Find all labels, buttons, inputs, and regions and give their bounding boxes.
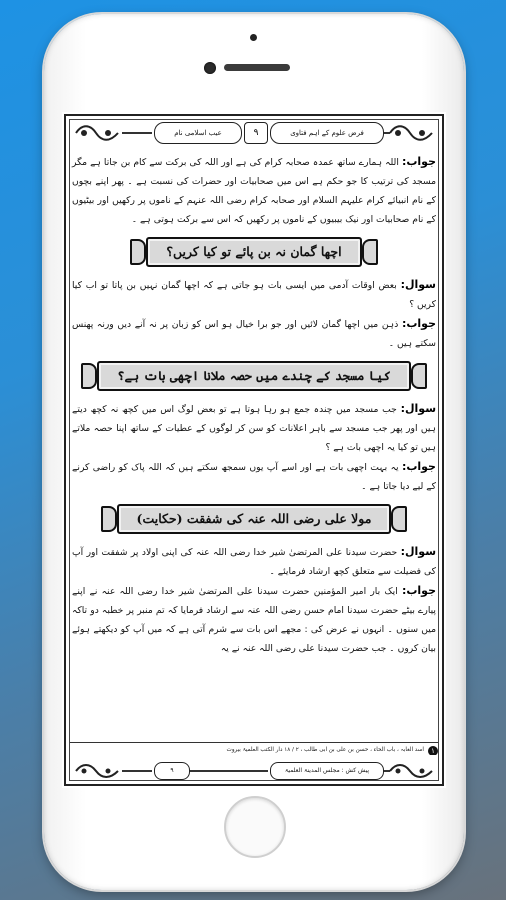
- answer: [70, 457, 438, 496]
- heading-ornament: [362, 239, 378, 265]
- heading-ornament: [81, 363, 97, 389]
- ornament-right-icon: [388, 763, 434, 779]
- footnote-number: ۱: [428, 746, 438, 755]
- question: [70, 542, 438, 581]
- header-page-number: ۹: [244, 122, 268, 144]
- footnote-area: [70, 742, 438, 755]
- footnote-text: اسد الغابہ ، باب الحاء ، حسن بن علی بن ابی طالب ، ۲ / ۱۸ دار الکتب العلمیۃ بیروت: [226, 747, 424, 753]
- heading-ornament: [101, 506, 117, 532]
- heading-ornament: [130, 239, 146, 265]
- book-page[interactable]: [62, 112, 446, 788]
- answer-text: ذہن میں اچھا گمان لائیں اور جو برا خیال ہو اس کو زبان پر نہ آنے دیں ورنہ پھنس سکتے ہیں ۔: [72, 319, 436, 349]
- page-footer: [70, 760, 438, 782]
- footer-right-title: پیش کش : مجلس المدینۃ العلمیۃ: [270, 762, 384, 780]
- heading-ornament: [391, 506, 407, 532]
- heading-text: اچھا گمان نہ بن پائے تو کیا کریں؟: [146, 237, 361, 267]
- home-button[interactable]: [224, 796, 286, 858]
- question-text: بعض اوقات آدمی میں ایسی بات ہو جاتی ہے کہ اچھا گمان نہیں بن پاتا تو اب کیا کریں ؟: [72, 280, 436, 310]
- answer: [70, 314, 438, 353]
- footer-page-number: ۹: [154, 762, 190, 780]
- ornament-left-icon: [74, 124, 120, 142]
- answer-label: جواب:: [401, 460, 436, 473]
- section-heading: [70, 237, 438, 267]
- heading-ornament: [411, 363, 427, 389]
- answer-label: جواب:: [401, 317, 437, 330]
- answer-text: یہ بہت اچھی بات ہے اور اسے آپ یوں سمجھ سکتے ہیں کہ اللہ پاک کو راضی کرنے کے لیے دیا جاتا ہے ۔: [72, 462, 436, 492]
- footer-rule: [122, 770, 152, 772]
- footer-rule: [190, 770, 268, 772]
- question: [70, 275, 438, 314]
- paragraph: [70, 152, 438, 229]
- heading-text: کیا مسجد کے چندے میں حصہ ملانا اچھی بات ہے؟: [97, 361, 411, 391]
- page-header: [70, 118, 438, 148]
- ornament-left-icon: [74, 763, 120, 779]
- section-heading: [70, 361, 438, 391]
- answer-label: جواب:: [401, 584, 437, 597]
- question-text: حضرت سیدنا علی المرتضیٰ شیر خدا رضی اللہ عنہ کی اپنی اولاد پر شفقت اور آپ کی فضیلت سے متعلق کچھ ارشاد فرمایئے ۔: [72, 547, 436, 577]
- page-body: [70, 152, 438, 744]
- question-label: سوال:: [400, 402, 437, 415]
- header-left-title: عیب اسلامی نام: [154, 122, 242, 144]
- question-text: جب مسجد میں چندہ جمع ہو رہا ہوتا ہے تو بعض لوگ اس میں کچھ نہ کچھ دیتے ہیں اور پھر جب مسجد سے باہر اعلانات کو سن کر لوگوں کے عطیات کے ساتھ اپنا حصہ ملاتے ہیں تو کیا یہ اچھی بات ہے ؟: [72, 404, 436, 453]
- question-label: سوال:: [400, 278, 436, 291]
- answer-text: ایک بار امیر المؤمنین حضرت سیدنا علی المرتضیٰ شیر خدا رضی اللہ عنہ نے اپنے پیارے بیٹے حضرت سیدنا امام حسن رضی اللہ عنہ سے ارشاد فرمایا کہ تم منبر پر خطبہ دو تاکہ میں سنوں ۔ انہوں نے عرض کی : مجھے اس بات سے شرم آتی ہے کہ میں آپ کو دیکھتے ہوئے بیان کروں ۔ جب حضرت سیدنا علی رضی اللہ عنہ نے یہ: [72, 586, 436, 654]
- front-sensor: [250, 34, 257, 41]
- answer-label: جواب:: [401, 155, 437, 168]
- header-right-title: فرض علوم کے اہم فتاوی: [270, 122, 384, 144]
- question-label: سوال:: [400, 545, 437, 558]
- section-heading: [70, 504, 438, 534]
- earpiece-speaker: [224, 64, 290, 71]
- question: [70, 399, 438, 457]
- heading-text: مولا علی رضی اللہ عنہ کی شفقت (حکایت): [117, 504, 392, 534]
- ornament-right-icon: [388, 124, 434, 142]
- answer: [70, 581, 438, 658]
- front-camera-icon: [204, 62, 216, 74]
- header-rule: [122, 132, 152, 134]
- answer-text: اللہ ہمارے ساتھ عمدہ صحابہ کرام کی ہے اور اللہ کی برکت سے کام بن جاتا ہے مگر مسجد کی ترتیب کا جو حکم ہے اس میں صحابیات اور حضرات کی نسبت ہے ۔ پھر اپنے بچوں کے نام انبیائے کرام علیہم السلام اور صحابہ کرام رضی اللہ عنہم کے ناموں پر رکھیں اور بیٹیوں کے نام صحابیات اور نیک بیبیوں کے ناموں پر رکھیں کہ اس سے برکت ہوتی ہے ۔: [72, 157, 436, 225]
- footnote-rule: [70, 742, 438, 743]
- footnote: [70, 746, 438, 755]
